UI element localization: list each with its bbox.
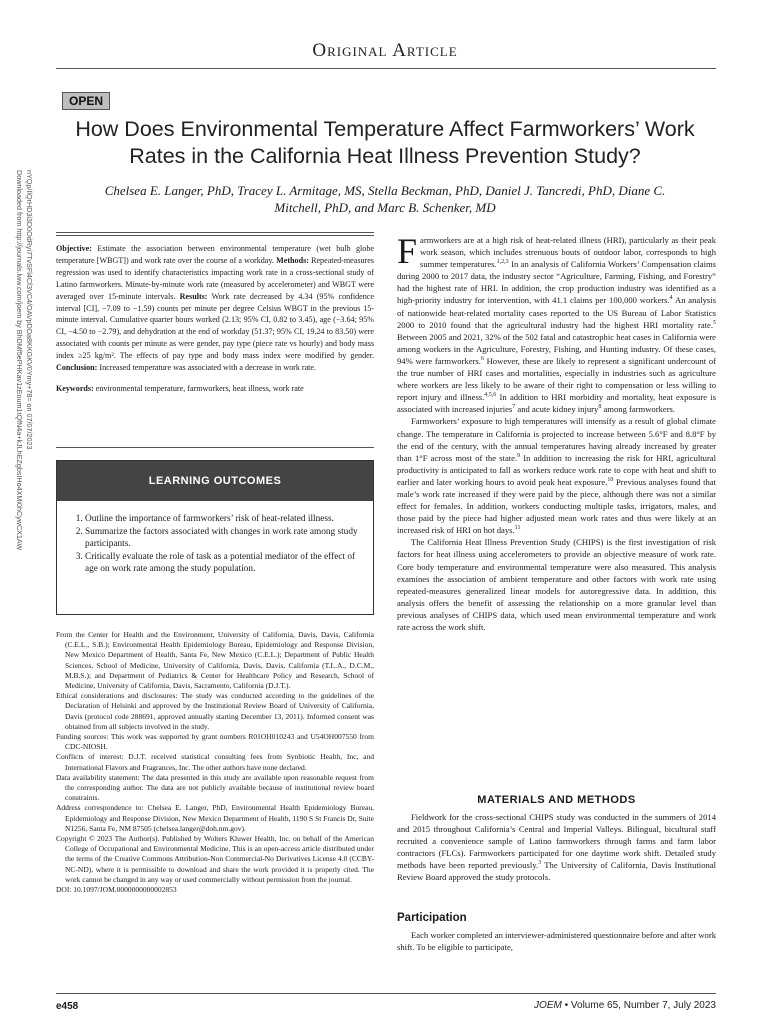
article-title: How Does Environmental Temperature Affect Farmworkers’ Work Rates in the California Heat Illness Prevention Study? [75,117,695,168]
watermark-line-2: nYQp/IlQrHD3i3D0OdRyi7TvSFl4Cf3VC4/OAVpDDa8KKGKV0Ymy+78= on 07/07/2023 [25,170,34,450]
materials-text [397,811,716,884]
learning-outcome-item: 3. Critically evaluate the role of task as a potential mediator of the effect of age on work rate among the study population. [85,551,359,576]
learning-outcomes-heading: LEARNING OUTCOMES [57,461,373,501]
issue-info: Volume 65, Number 7, July 2023 [570,1000,716,1011]
ethics-note: Ethical considerations and disclosures: The study was conducted according to the guidelines of the Declaration of Helsinki and approved by the Institutional Review Board of University of California, Davis (protocol code 288691, approved annually starting December 13, 2011). Informed consent was obtained from all subjects involved in the study. [56,691,374,731]
doi-note: DOI: 10.1097/JOM.0000000000002853 [56,885,177,895]
abstract-rule-bottom [56,447,374,448]
abstract [56,243,374,395]
intro-paragraph-2: Farmworkers’ exposure to high temperatures will intensify as a result of global climate change. The temperature in California is projected to increase between 5.6°F and 8.8°F by the end of the century, with the annual temperatures having already increased by greater than 1°F across most of the state.$^9$ In addition to increasing the risk for HRI, agricultural productivity is anticipated to fall as workers reduce work rate to cope with heat and shift to earlier and later working hours to avoid peak heat exposure.$^{10}$ Previous analyses found that male’s work rate increased if they were paid by the piece, although there was not a similar effect for females. In addition, workers conducting multiple tasks, irrigators, males, and those paid by the piece had higher adjusted mean work rates and thus were likely at an increased risk of HRI on hot days.$^{11}$ [397,416,717,536]
learning-outcome-item: 2. Summarize the factors associated with changes in work rate among study participants. [85,526,359,551]
footer-bullet: • [564,1000,569,1011]
objective-label: Objective: [56,244,92,253]
participation-paragraph: Each worker completed an interviewer-administered questionnaire before and after work shift. To be eligible to participate, [397,930,717,953]
learning-outcomes-list [85,513,359,576]
methods-label: Methods: [276,255,309,265]
correspondence-note: Address correspondence to: Chelsea E. Langer, PhD, Environmental Health Epidemiology Bureau, Epidemiology and Response Division, New Mexico Department of Health, 1190 S St Francis Dr, Suite N1256, Santa Fe, NM 87505 (chelsea.langer@doh.nm.gov). [56,803,374,833]
footnotes [56,630,374,895]
conclusion-label: Conclusion: [56,363,98,373]
intro-paragraph-3: The California Heat Illness Prevention Study (CHIPS) is the first investigation of risk factors for heat illness using accelerometers to provide an objective measure of work rate. Core body temperature and environmental temperature were also measured. This analysis examines the association of ambient temperature and other factors with work rate using repeated-measures generalized linear models for autoregressive data. In addition, this analysis offers the benefit of assessing the relationship on a more granular level than previous analyses of CHIPS data, which used mean environmental temperature and work rate across the work shift. [397,537,716,632]
participation-heading: Participation [397,912,467,924]
watermark-line-1: Downloaded from http://journals.lww.com/joem by BhDMf5ePHKav1zEoum1tQfN4a+kJLhEZgbsIHo4XMi0hCywCX1AW [15,170,24,551]
journal-name: JOEM [534,1000,562,1011]
materials-paragraph: Fieldwork for the cross-sectional CHIPS study was conducted in the summers of 2014 and 2015 throughout California’s Central and Imperial Valleys. Bilingual, bicultural staff recruited a convenience sample of Latino farmworkers through farms and farm labor contractors (FLCs). Farmworkers participated for one daytime work shift. Detailed study methods have been reported previously.$^3$ The University of California, Davis Institutional Review Board approved the study protocols. [397,812,716,883]
keywords [56,383,374,395]
affiliations-note: From the Center for Health and the Environment, University of California, Davis, Davis, California (C.E.L., S.B.); Environmental Health Epidemiology Bureau, Epidemiology and Response Division, New Mexico Department of Health, Santa Fe, New Mexico (C.E.L.); Department of Public Health Sciences, School of Medicine, University of California, Davis, Davis, California (T.L.A., D.C.M., M.B.S.); and Department of Pediatrics & Center for Healthcare Policy and Research, School of Medicine, University of California, Davis, Sacramento, California (D.J.T.). [56,630,374,691]
copyright-note: Copyright © 2023 The Author(s). Published by Wolters Kluwer Health, Inc. on behalf of the American College of Occupational and Environmental Medicine. This is an open-access article distributed under the terms of the Creative Commons Attribution-Non Commercial-No Derivatives License 4.0 (CCBY-NC-ND), where it is permissible to download and share the work provided it is properly cited. The work cannot be changed in any way or used commercially without permission from the journal. [56,834,374,884]
journal-citation [534,1000,716,1011]
methods-text: Repeated-measures regression was used to identify characteristics impacting work rate in a cross-sectional study of Latino farmworkers. Minute-by-minute work rate (measured by accelerometer) and WBGT were averaged over 15-minute intervals. [56,255,374,301]
learning-outcome-item: 1. Outline the importance of farmworkers’ risk of heat-related illness. [85,513,359,526]
authors: Chelsea E. Langer, PhD, Tracey L. Armitage, MS, Stella Beckman, PhD, Daniel J. Tancredi, PhD, Diane C. Mitchell, PhD, and Marc B. Schenker, MD [104,183,666,215]
header-rule [56,68,716,69]
abstract-rule-top [56,232,374,233]
section-header: Original Article [312,40,458,61]
learning-outcomes-box [56,460,374,615]
participation-text [397,929,716,953]
data-availability-note: Data availability statement: The data presented in this study are available upon reasonable request from the corresponding author. The data are not publicly available because of institutional review board constraints. [56,772,374,803]
drop-cap: F [397,231,418,271]
materials-methods-heading: MATERIALS AND METHODS [477,794,636,806]
conflicts-note: Conflicts of interest: D.J.T. received statistical consulting fees from Synbiotic Health, Inc, and International Flavors and Fragrances, Inc. The other authors have none declared. [56,752,374,772]
results-text: Work rate decreased by 4.34 (95% confidence interval [CI], −7.09 to −1.59) counts per minute per degree Celsius WBGT in the previous 15-minute interval. Cumulative quarter hours worked (2.13; 95% CI, 0.82 to 3.45), age (−3.64; 95% CI, −4.50 to −2.79), and dehydration at the end of workday (51.37; 95% CI, 19.24 to 83.50) were associated with counts per minute as were gender, pay type (piece rate vs hourly) and body mass index ≥25 kg/m². The effects of pay type and body mass index were modified by gender. [56,291,374,361]
keywords-label: Keywords: [56,383,94,393]
body-intro [397,231,717,633]
conclusion-text: Increased temperature was associated with a decrease in work rate. [99,363,317,373]
keywords-text: environmental temperature, farmworkers, heat illness, work rate [95,383,304,393]
funding-note: Funding sources: This work was supported by grant numbers R01OH010243 and U54OH007550 from CDC-NIOSH. [56,732,374,752]
results-label: Results: [179,291,208,301]
objective-text: Estimate the association between environmental temperature (wet bulb globe temperature [WBGT]) and work rate over the course of a workday. [56,244,374,265]
footer-rule [56,993,716,994]
open-access-badge: OPEN [62,92,110,110]
intro-paragraph-1: Farmworkers are at a high risk of heat-related illness (HRI), particularly as their peak work season, which includes strenuous bouts of outdoor labor, corresponds to high summer temperatures.$^{1,2,3}$ In an analysis of California Workers’ Compensation claims during 2000 to 2017 data, the industry sector “Agriculture, Farming, Fishing, and Forestry” had the highest rate of HRI. In addition, the crop production industry was identified as a high-priority industry for intervention, with 41.1 claims per 100,000 workers.$^4$ An analysis of nationwide heat-related mortality cases reported to the US Bureau of Labor Statistics 2000 to 2010 found that the agricultural industry had the highest HRI mortality rate.$^5$ Between 2005 and 2021, 32% of the 502 fatal and catastrophic heat cases in California were among workers in the Agriculture, Forestry, Fishing, and Hunting industry. Of these cases, 94% were farmworkers.$^6$ However, these are likely to represent a significant undercount of the true number of HRI cases and mortalities, especially in industries such as agriculture where workers are less likely to be aware of their right to compensation or less willing to report injury and illness.$^{4,5,6}$ In addition to HRI morbidity and mortality, heat exposure is associated with increased injuries$^7$ and acute kidney injury$^8$ among farmworkers. [397,231,716,415]
page-number: e458 [56,1001,79,1012]
download-watermark [14,170,34,690]
abstract-rule-top-2 [56,235,374,236]
